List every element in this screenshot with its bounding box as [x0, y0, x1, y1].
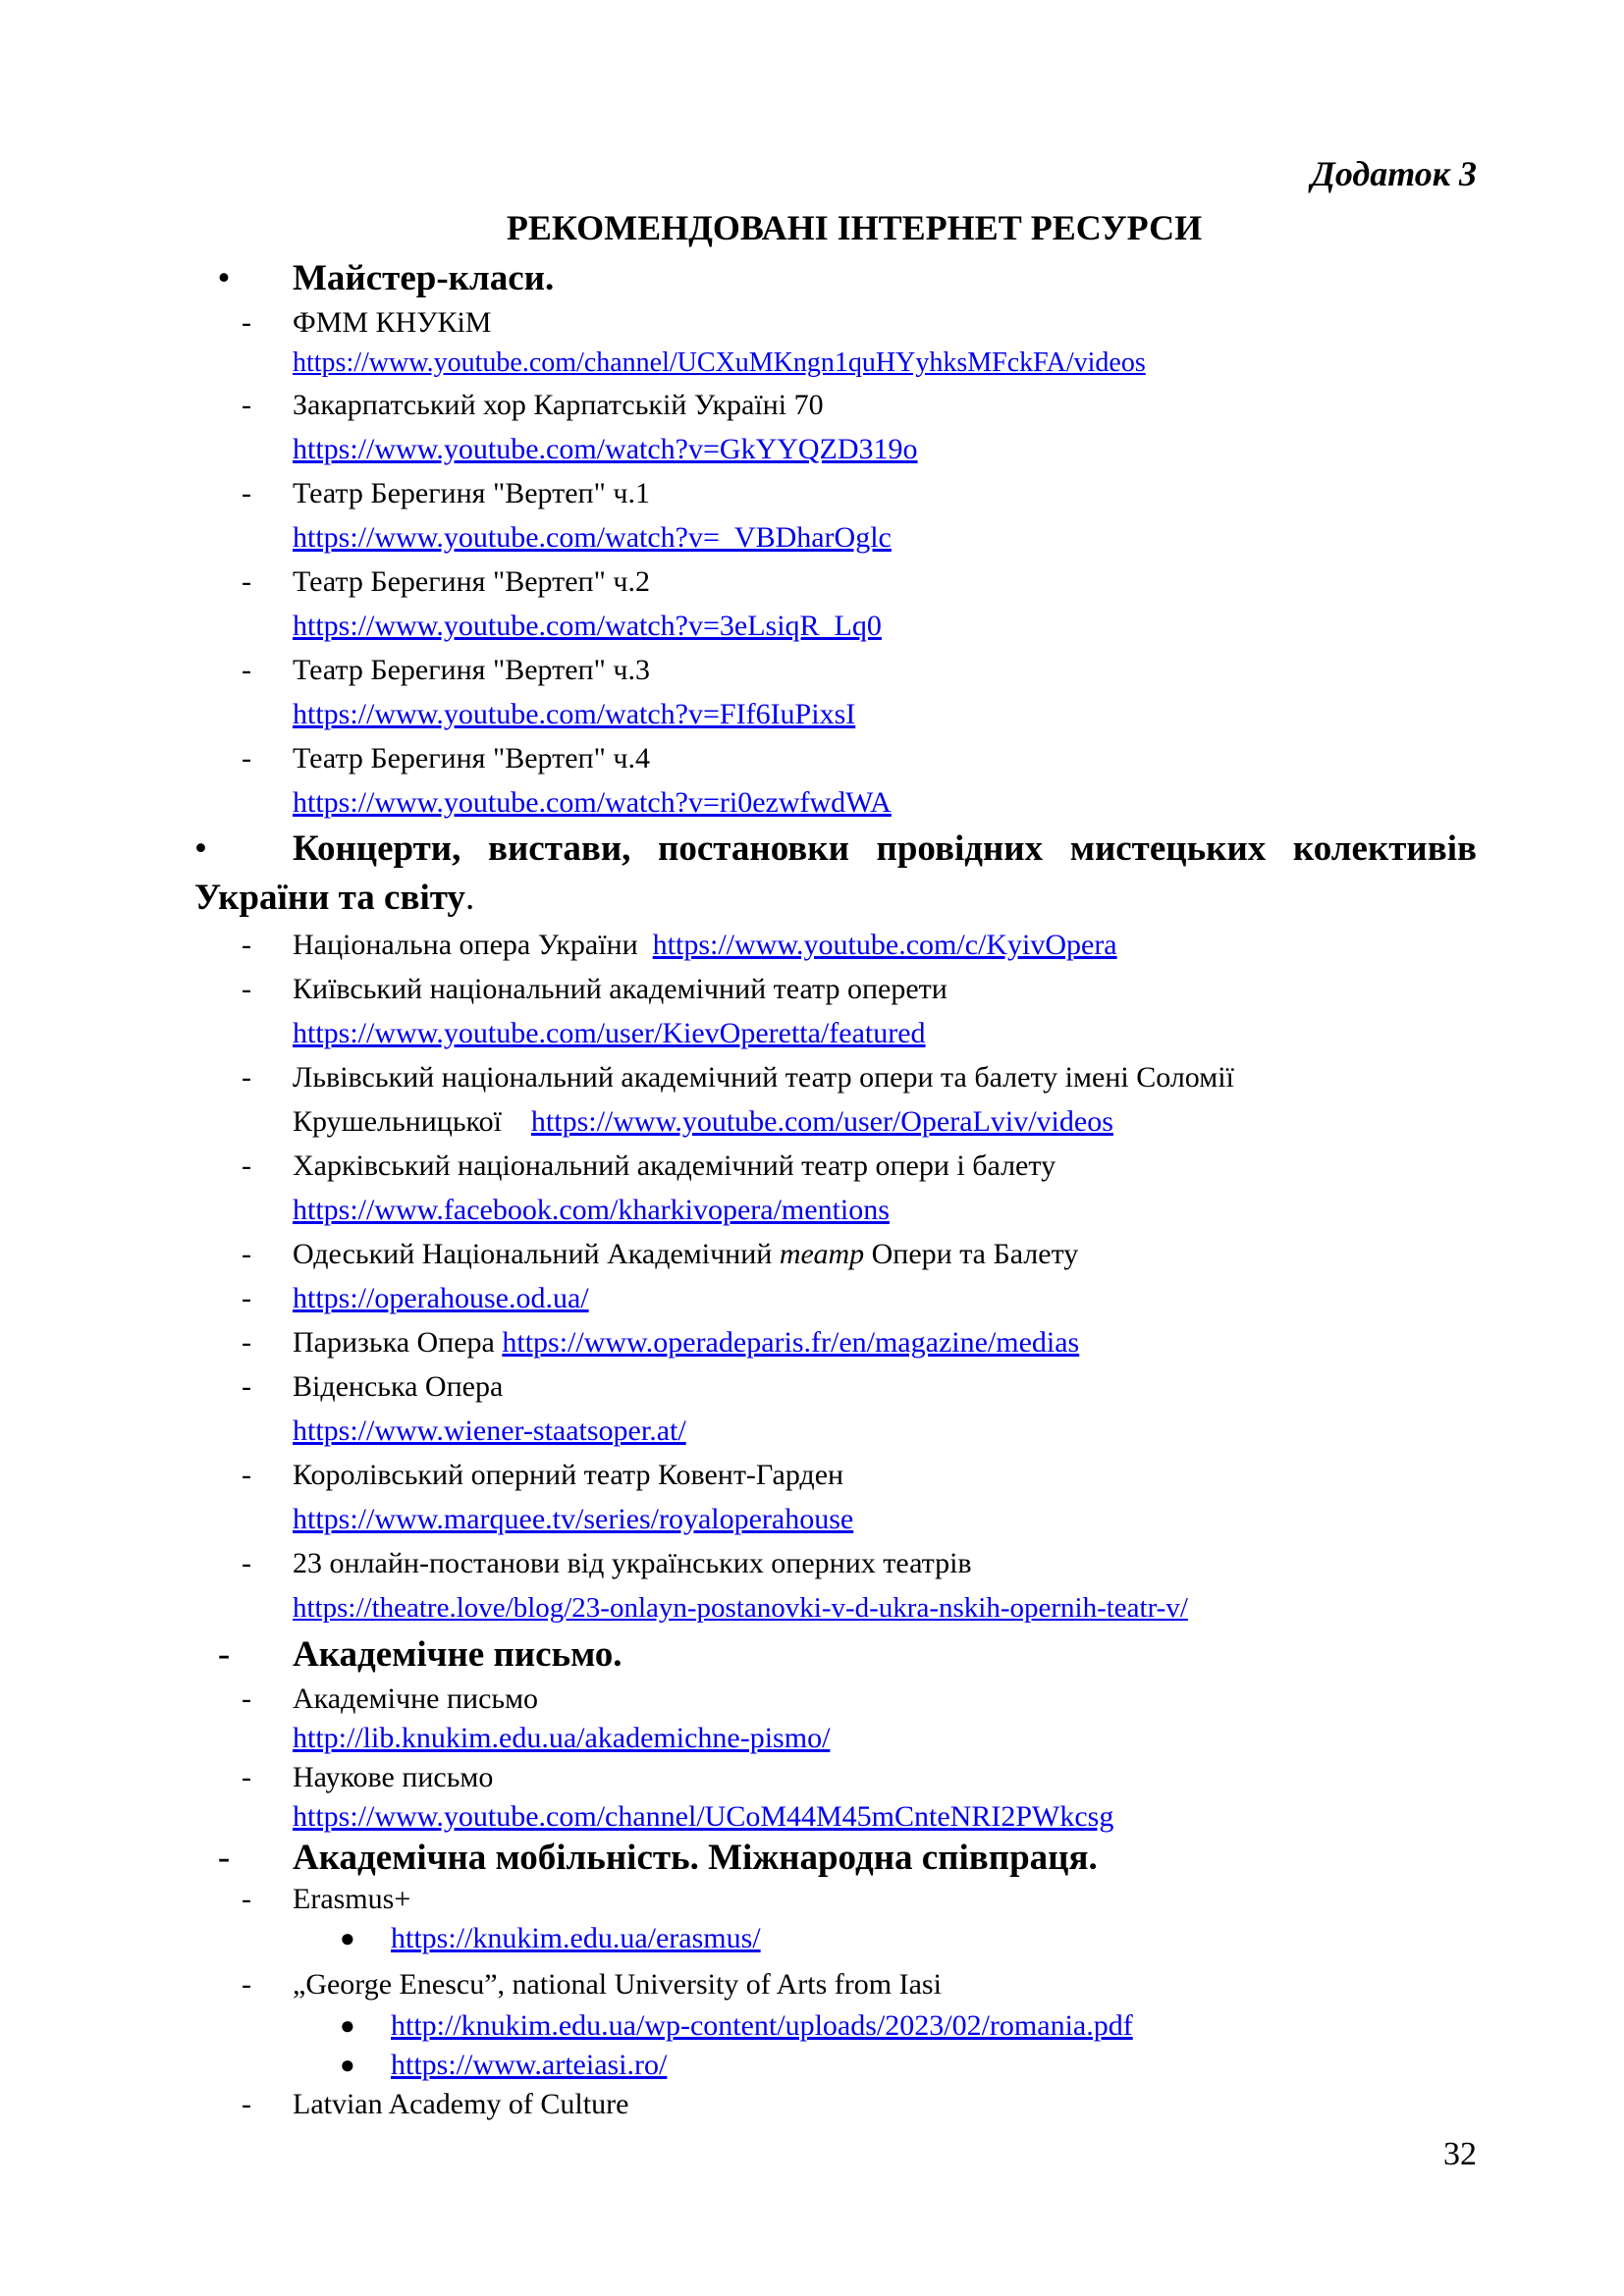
dash-icon: -	[242, 654, 251, 686]
appendix-label: Додаток 3	[1311, 154, 1477, 193]
list-item	[194, 1320, 1477, 1364]
sub-list-item	[194, 2046, 1477, 2085]
resource-link[interactable]: https://operahouse.od.ua/	[293, 1282, 589, 1314]
bullet-icon: ●	[340, 2011, 355, 2040]
item-label: Королівський оперний театр Ковент-Гарден	[293, 1459, 844, 1491]
list-item	[194, 648, 1477, 736]
dash-icon: -	[242, 1761, 251, 1793]
dash-icon: -	[242, 973, 251, 1005]
resource-link[interactable]: https://www.youtube.com/user/OperaLviv/videos	[530, 1105, 1113, 1138]
sub-list-item	[194, 1919, 1477, 1958]
resource-link[interactable]: https://www.arteiasi.ro/	[391, 2049, 668, 2081]
item-label: Театр Берегиня "Вертеп" ч.1	[293, 477, 650, 509]
dash-icon: -	[242, 1682, 251, 1715]
resource-link[interactable]: http://lib.knukim.edu.ua/akademichne-pismo/	[293, 1722, 831, 1754]
item-label: 23 онлайн-постанови від українських оперних театрів	[293, 1547, 972, 1579]
resource-link[interactable]: https://www.youtube.com/channel/UCXuMKngn1quHYyhksMFckFA/videos	[293, 347, 1146, 378]
resource-link[interactable]: https://theatre.love/blog/23-onlayn-postanovki-v-d-ukra-nskih-opernih-teatr-v/	[293, 1592, 1188, 1624]
item-label: Харківський національний академічний театр опери і балету	[293, 1149, 1056, 1182]
resource-link[interactable]: https://www.youtube.com/c/KyivOpera	[652, 929, 1117, 961]
list-item	[194, 1541, 1477, 1630]
item-label: ФММ КНУКіМ	[293, 306, 492, 339]
dash-icon: -	[242, 1370, 251, 1403]
list-item	[194, 1144, 1477, 1232]
resource-list	[194, 254, 1477, 2124]
dash-icon: -	[242, 565, 251, 598]
bullet-icon: ●	[340, 2051, 355, 2079]
item-label: Театр Берегиня "Вертеп" ч.4	[293, 742, 650, 774]
resource-link[interactable]: https://www.youtube.com/watch?v=_VBDharOglc	[293, 521, 892, 554]
dash-icon: -	[242, 1282, 251, 1314]
resource-link[interactable]: https://www.youtube.com/watch?v=FIf6IuPixsI	[293, 698, 856, 730]
section-heading-academic-mobility	[194, 1837, 1477, 1880]
item-label: Львівський національний академічний театр опери та балету імені Соломії Крушельницької	[293, 1061, 1234, 1138]
resource-link[interactable]: https://www.youtube.com/channel/UCoM44M45mCnteNRI2PWkcsg	[293, 1800, 1114, 1833]
list-item	[194, 383, 1477, 471]
bullet-icon: •	[217, 258, 231, 298]
item-label: Віденська Опера	[293, 1370, 504, 1403]
sub-list-item	[194, 2006, 1477, 2046]
resource-link[interactable]: https://www.youtube.com/watch?v=3eLsiqR_Lq0	[293, 610, 882, 642]
item-label: Академічне письмо	[293, 1682, 539, 1715]
list-item	[194, 560, 1477, 648]
dash-icon: -	[242, 742, 251, 774]
list-item	[194, 1758, 1477, 1837]
item-label: Театр Берегиня "Вертеп" ч.3	[293, 654, 650, 686]
bullet-icon: •	[194, 828, 207, 869]
dash-icon: -	[242, 1547, 251, 1579]
dash-icon: -	[242, 2088, 251, 2120]
item-label: Erasmus+	[293, 1883, 411, 1915]
resource-link[interactable]: http://knukim.edu.ua/wp-content/uploads/2023/02/romania.pdf	[391, 2009, 1133, 2042]
resource-link[interactable]: https://www.youtube.com/watch?v=ri0ezwfwdWA	[293, 786, 892, 819]
list-item	[194, 1055, 1477, 1144]
section-heading-master-classes	[194, 254, 1477, 303]
item-label: Одеський Національний Академічний	[293, 1238, 780, 1270]
list-item	[194, 1962, 1477, 2006]
section-heading-academic-writing	[194, 1630, 1477, 1680]
list-item	[194, 923, 1477, 967]
resource-link[interactable]: https://www.youtube.com/watch?v=GkYYQZD319o	[293, 433, 918, 465]
dash-icon: -	[242, 477, 251, 509]
dash-icon: -	[242, 306, 251, 339]
list-item	[194, 1880, 1477, 1919]
list-item	[194, 1453, 1477, 1541]
list-item	[194, 736, 1477, 825]
dash-icon: -	[242, 1149, 251, 1182]
list-item	[194, 1232, 1477, 1276]
resource-link[interactable]: https://www.operadeparis.fr/en/magazine/medias	[502, 1326, 1080, 1359]
dash-icon: -	[242, 1238, 251, 1270]
list-item	[194, 303, 1477, 383]
section-title: Академічне письмо.	[293, 1634, 623, 1675]
section-title-period: .	[464, 878, 475, 918]
item-label: Національна опера України	[293, 929, 638, 961]
resource-link[interactable]: https://www.wiener-staatsoper.at/	[293, 1415, 686, 1447]
resource-link[interactable]: https://www.facebook.com/kharkivopera/mentions	[293, 1194, 890, 1226]
item-label: Паризька Опера	[293, 1326, 495, 1359]
item-label: Театр Берегиня "Вертеп" ч.2	[293, 565, 650, 598]
item-label: Закарпатський хор Карпатській Україні 70	[293, 389, 824, 421]
section-title: Концерти, вистави, постановки провідних мистецьких колективів України та світу	[194, 828, 1477, 918]
list-item	[194, 967, 1477, 1055]
item-label: Наукове письмо	[293, 1761, 494, 1793]
item-label-italic: театр	[779, 1238, 865, 1270]
resource-link[interactable]: https://knukim.edu.ua/erasmus/	[391, 1922, 761, 1954]
item-label: Київський національний академічний театр оперети	[293, 973, 947, 1005]
section-title: Майстер-класи.	[293, 258, 555, 298]
list-item	[194, 2085, 1477, 2124]
dash-icon: -	[242, 389, 251, 421]
dash-icon: -	[242, 1883, 251, 1915]
resource-link[interactable]: https://www.youtube.com/user/KievOperetta/featured	[293, 1017, 926, 1049]
item-label: „George Enescu”, national University of Arts from Iasi	[293, 1968, 942, 2001]
bullet-icon: ●	[340, 1924, 355, 1952]
list-item	[194, 1276, 1477, 1320]
section-heading-concerts	[194, 825, 1477, 923]
page-title: РЕКОМЕНДОВАНІ ІНТЕРНЕТ РЕСУРСИ	[506, 208, 1203, 247]
dash-icon: -	[242, 1326, 251, 1359]
dash-icon: -	[242, 1968, 251, 2001]
dash-icon: -	[217, 1838, 231, 1878]
section-title: Академічна мобільність. Міжнародна співпраця.	[293, 1838, 1098, 1878]
page-number: 32	[1443, 2136, 1477, 2172]
dash-icon: -	[242, 929, 251, 961]
resource-link[interactable]: https://www.marquee.tv/series/royaloperahouse	[293, 1503, 854, 1535]
list-item	[194, 1680, 1477, 1758]
dash-icon: -	[242, 1459, 251, 1491]
list-item	[194, 1364, 1477, 1453]
item-label-end: Опери та Балету	[864, 1238, 1079, 1270]
item-label: Latvian Academy of Culture	[293, 2088, 629, 2120]
dash-icon: -	[217, 1634, 231, 1675]
dash-icon: -	[242, 1061, 251, 1094]
list-item	[194, 471, 1477, 560]
